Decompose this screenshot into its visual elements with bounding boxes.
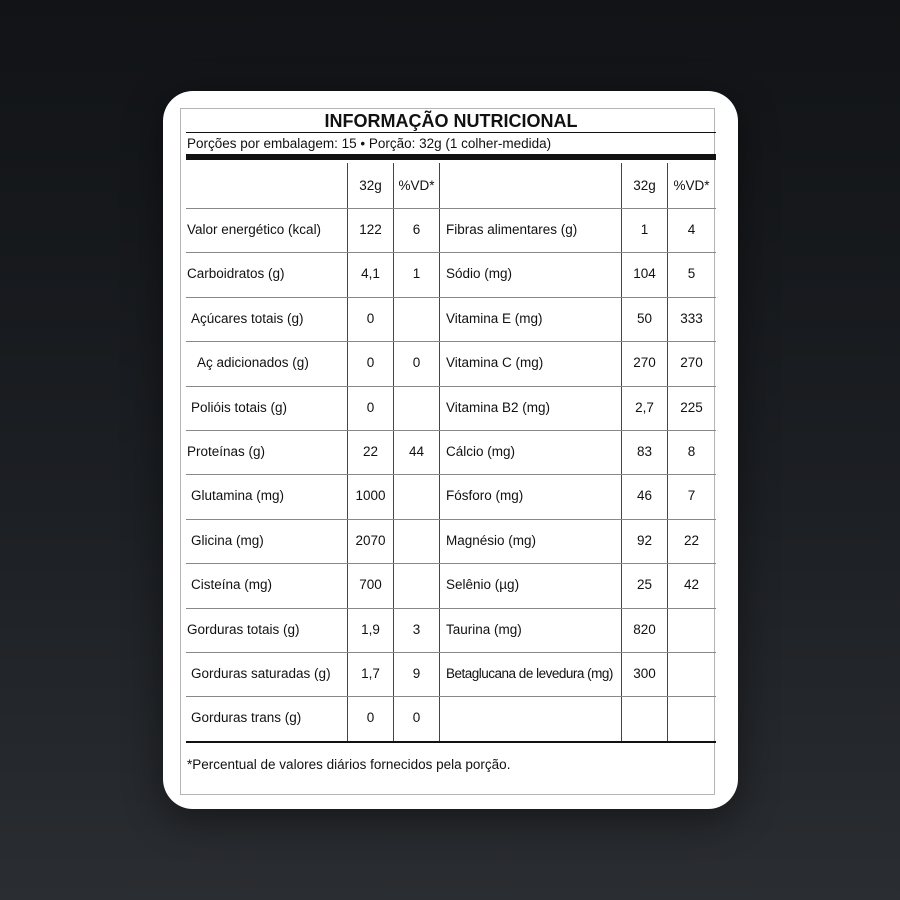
nutrient-name: Vitamina C (mg) [446,355,544,370]
row-line [439,297,716,298]
nutrient-vd: 3 [412,622,421,637]
thick-divider [186,154,716,160]
row-line [186,652,439,653]
row-line [186,252,439,253]
nutrient-vd: 7 [687,488,696,503]
row-line [439,519,716,520]
nutrient-amount: 2,7 [635,400,654,415]
nutrient-name: Carboidratos (g) [187,266,285,281]
row-line [439,652,716,653]
title-divider [186,132,716,133]
row-line [186,519,439,520]
row-line [186,608,439,609]
row-line [439,474,716,475]
column-line [439,163,440,741]
bottom-divider [186,741,716,743]
row-line [186,386,439,387]
nutrient-name: Valor energético (kcal) [187,222,322,237]
portion-info: Porções por embalagem: 15 • Porção: 32g (1 colher-medida) [187,136,552,151]
nutrient-vd [668,620,715,640]
nutrient-name: Gorduras trans (g) [191,710,302,725]
nutrient-name: Gorduras saturadas (g) [191,666,331,681]
nutrient-vd [668,708,715,728]
header-left-vd: %VD* [398,178,435,193]
nutrient-name: Glicina (mg) [191,533,264,548]
nutrient-amount: 25 [636,577,653,592]
footnote: *Percentual de valores diários fornecidos pela porção. [187,757,511,772]
nutrient-amount: 4,1 [361,266,380,281]
nutrient-amount: 0 [366,311,375,326]
nutrient-name: Magnésio (mg) [446,533,537,548]
nutrient-name: Vitamina B2 (mg) [446,400,551,415]
header-right-vd: %VD* [673,178,710,193]
nutrient-vd [668,664,715,684]
nutrient-amount: 820 [633,622,656,637]
nutrient-vd [394,486,439,506]
nutrient-vd: 8 [687,444,696,459]
nutrient-amount: 0 [366,400,375,415]
nutrient-amount: 46 [636,488,653,503]
nutrient-amount: 0 [366,355,375,370]
row-line [439,208,716,209]
nutrient-vd [394,531,439,551]
nutrient-amount: 1,9 [361,622,380,637]
nutrient-name: Fibras alimentares (g) [446,222,578,237]
nutrient-vd: 333 [680,311,703,326]
nutrient-vd [394,398,439,418]
nutrient-amount: 300 [633,666,656,681]
nutrient-name: Taurina (mg) [446,622,522,637]
nutrient-vd: 22 [683,533,700,548]
row-line [186,208,439,209]
nutrient-vd: 4 [687,222,696,237]
row-line [439,430,716,431]
nutrient-vd: 9 [412,666,421,681]
nutrient-name: Cisteína (mg) [191,577,273,592]
nutrient-vd: 225 [680,400,703,415]
nutrient-amount: 92 [636,533,653,548]
nutrient-vd: 42 [683,577,700,592]
label-title: INFORMAÇÃO NUTRICIONAL [324,111,578,131]
nutrient-name: Aç adicionados (g) [197,355,309,370]
nutrient-amount: 2070 [355,533,386,548]
nutrient-amount: 1000 [355,488,386,503]
nutrient-name: Fósforo (mg) [446,488,524,503]
nutrient-amount: 104 [633,266,656,281]
nutrient-vd: 5 [687,266,696,281]
row-line [186,563,439,564]
nutrient-name: Proteínas (g) [187,444,266,459]
row-line [439,563,716,564]
row-line [186,696,439,697]
nutrient-amount: 50 [636,311,653,326]
nutrient-name: Betaglucana de levedura (mg) [446,666,613,681]
nutrient-amount: 1,7 [361,666,380,681]
row-line [186,430,439,431]
nutrient-amount: 0 [366,710,375,725]
nutrient-vd: 0 [412,710,421,725]
nutrient-name: Vitamina E (mg) [446,311,543,326]
nutrient-amount: 700 [359,577,382,592]
row-line [439,608,716,609]
row-line [186,474,439,475]
nutrient-amount: 83 [636,444,653,459]
header-left-amount: 32g [359,178,382,193]
nutrient-vd [394,309,439,329]
nutrient-vd: 6 [412,222,421,237]
nutrient-vd: 1 [412,266,421,281]
nutrient-amount: 1 [640,222,649,237]
nutrient-vd: 44 [408,444,425,459]
row-line [439,696,716,697]
nutrient-amount [622,708,667,728]
nutrient-amount: 22 [362,444,379,459]
nutrient-amount: 122 [359,222,382,237]
nutrient-vd [394,575,439,595]
header-right-amount: 32g [633,178,656,193]
nutrient-name: Glutamina (mg) [191,488,285,503]
nutrient-name: Sódio (mg) [446,266,513,281]
nutrient-name: Polióis totais (g) [191,400,288,415]
row-line [186,297,439,298]
nutrient-name: Selênio (µg) [446,577,520,592]
nutrient-vd: 0 [412,355,421,370]
nutrient-name: Cálcio (mg) [446,444,516,459]
row-line [439,386,716,387]
row-line [186,341,439,342]
nutrient-name: Gorduras totais (g) [187,622,300,637]
row-line [439,252,716,253]
row-line [439,341,716,342]
nutrient-name: Açúcares totais (g) [191,311,304,326]
nutrient-vd: 270 [680,355,703,370]
nutrient-amount: 270 [633,355,656,370]
